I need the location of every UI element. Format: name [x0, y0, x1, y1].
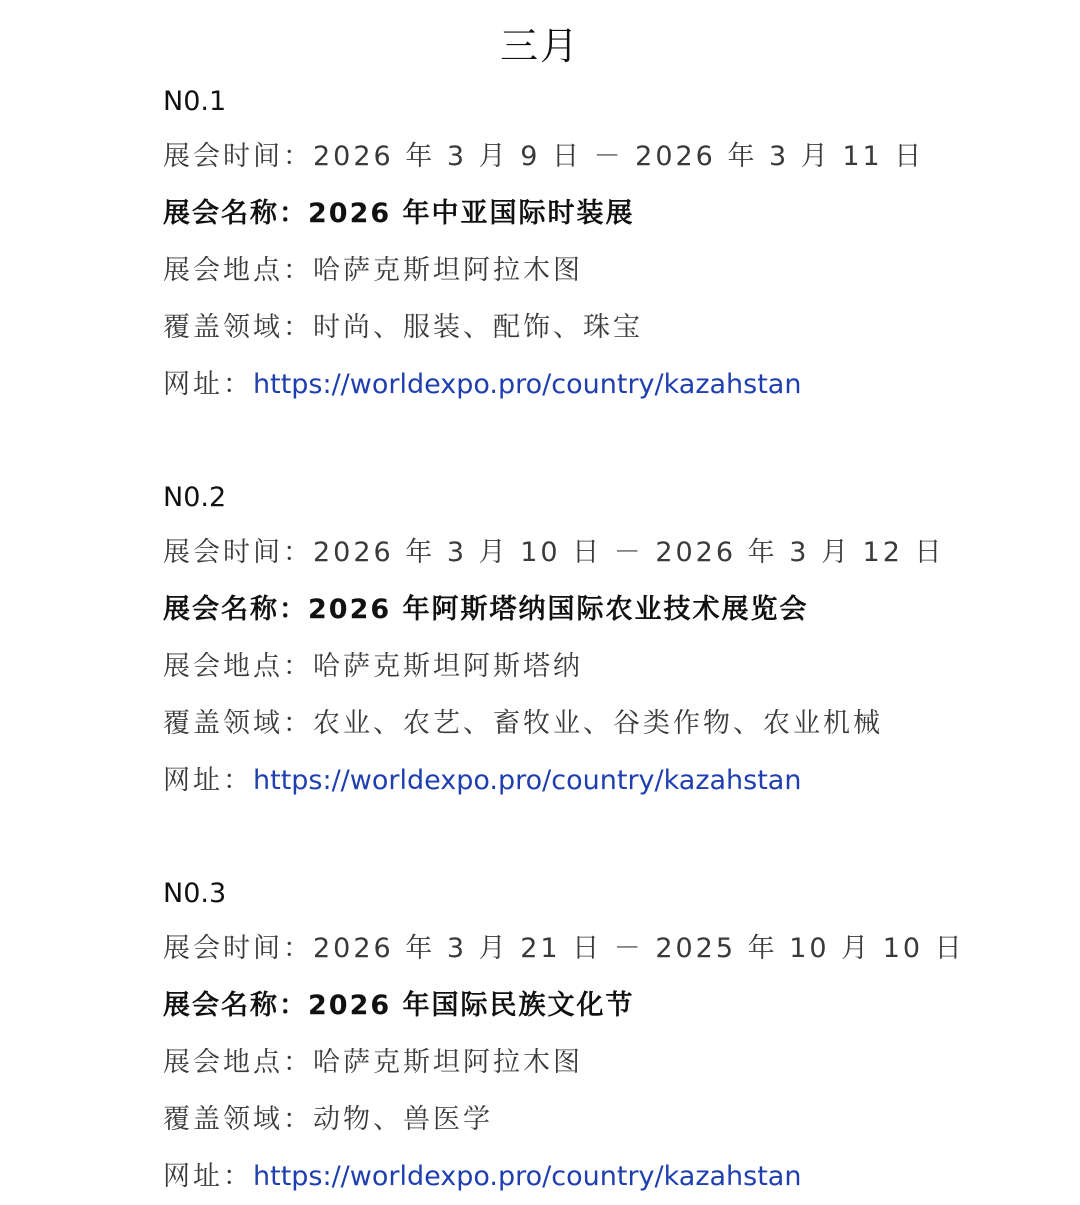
location-value: 哈萨克斯坦阿拉木图 — [313, 1047, 583, 1078]
coverage-label: 覆盖领域： — [163, 708, 313, 739]
url-label: 网址： — [163, 1161, 253, 1192]
exhibition-url-row — [163, 356, 1043, 413]
entry-number: N0.2 — [163, 482, 227, 513]
exhibition-location-row — [163, 638, 1043, 695]
location-label: 展会地点： — [163, 651, 313, 682]
coverage-value: 动物、兽医学 — [313, 1104, 493, 1135]
time-label: 展会时间： — [163, 141, 313, 172]
time-value: 2026 年 3 月 9 日 － 2026 年 3 月 11 日 — [313, 141, 925, 172]
exhibition-entry — [163, 480, 1043, 809]
exhibition-location-row — [163, 1034, 1043, 1091]
coverage-label: 覆盖领域： — [163, 1104, 313, 1135]
url-link[interactable]: https://worldexpo.pro/country/kazahstan — [253, 369, 802, 400]
url-link[interactable]: https://worldexpo.pro/country/kazahstan — [253, 765, 802, 796]
exhibition-time-row — [163, 524, 1043, 581]
exhibition-time-row — [163, 128, 1043, 185]
time-value: 2026 年 3 月 10 日 － 2026 年 3 月 12 日 — [313, 537, 945, 568]
exhibition-coverage-row — [163, 695, 1043, 752]
exhibition-name-row — [163, 581, 1043, 638]
page-title: 三月 — [499, 24, 580, 68]
time-label: 展会时间： — [163, 537, 313, 568]
time-value: 2026 年 3 月 21 日 － 2025 年 10 月 10 日 — [313, 933, 965, 964]
exhibition-coverage-row — [163, 299, 1043, 356]
time-label: 展会时间： — [163, 933, 313, 964]
entry-number: N0.1 — [163, 86, 227, 117]
exhibition-entry — [163, 876, 1043, 1205]
name-label: 展会名称： — [163, 990, 308, 1021]
exhibition-entry — [163, 84, 1043, 413]
coverage-value: 时尚、服装、配饰、珠宝 — [313, 312, 643, 343]
name-value: 2026 年中亚国际时装展 — [308, 198, 635, 229]
exhibition-url-row — [163, 1148, 1043, 1205]
exhibition-location-row — [163, 242, 1043, 299]
exhibition-name-row — [163, 977, 1043, 1034]
location-label: 展会地点： — [163, 255, 313, 286]
url-label: 网址： — [163, 369, 253, 400]
exhibition-time-row — [163, 920, 1043, 977]
location-value: 哈萨克斯坦阿斯塔纳 — [313, 651, 583, 682]
location-label: 展会地点： — [163, 1047, 313, 1078]
name-value: 2026 年国际民族文化节 — [308, 990, 635, 1021]
exhibition-name-row — [163, 185, 1043, 242]
entry-number: N0.3 — [163, 878, 227, 909]
name-label: 展会名称： — [163, 594, 308, 625]
exhibition-coverage-row — [163, 1091, 1043, 1148]
url-link[interactable]: https://worldexpo.pro/country/kazahstan — [253, 1161, 802, 1192]
exhibition-url-row — [163, 752, 1043, 809]
url-label: 网址： — [163, 765, 253, 796]
name-label: 展会名称： — [163, 198, 308, 229]
coverage-label: 覆盖领域： — [163, 312, 313, 343]
location-value: 哈萨克斯坦阿拉木图 — [313, 255, 583, 286]
name-value: 2026 年阿斯塔纳国际农业技术展览会 — [308, 594, 809, 625]
coverage-value: 农业、农艺、畜牧业、谷类作物、农业机械 — [313, 708, 883, 739]
